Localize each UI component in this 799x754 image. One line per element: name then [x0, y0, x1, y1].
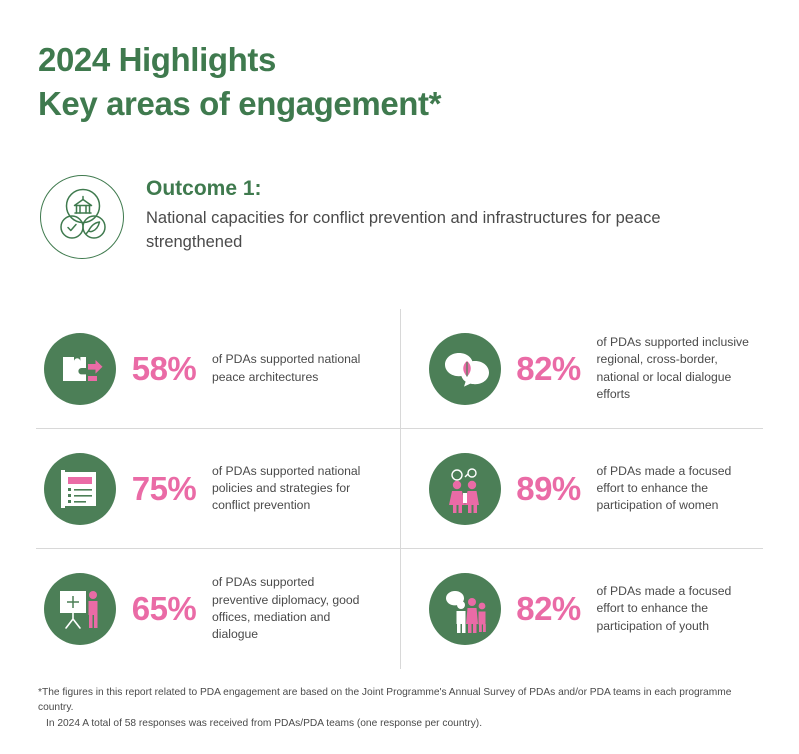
stat-percent: 89%: [516, 469, 581, 507]
stat-percent: 75%: [131, 469, 197, 507]
stat-percent: 82%: [516, 349, 581, 387]
two-women-icon: [429, 453, 501, 525]
stat-description: of PDAs made a focused effort to enhance the participation of youth: [596, 584, 732, 633]
outcome-title: Outcome 1:: [146, 177, 262, 201]
stat-description: of PDAs supported preventive diplomacy, good offices, mediation and dialogue: [212, 575, 360, 642]
page-header: [38, 38, 763, 125]
outcome-block: [40, 173, 763, 259]
page-title-line1: 2024 Highlights: [38, 41, 276, 78]
outcome-text: [146, 173, 726, 255]
policy-document-icon: [44, 453, 116, 525]
stat-item: [400, 309, 764, 429]
stat-item: [400, 429, 764, 549]
youth-group-icon: [429, 573, 501, 645]
peace-institutions-icon: [40, 175, 124, 259]
presentation-board-icon: [44, 573, 116, 645]
dialogue-bubbles-icon: [429, 333, 501, 405]
puzzle-arrow-icon: [44, 333, 116, 405]
stat-item: [36, 309, 400, 429]
outcome-description: National capacities for conflict prevention and infrastructures for peace strengthened: [146, 209, 661, 252]
page-title: [38, 38, 763, 125]
footnote-line1: *The figures in this report related to PDA engagement are based on the Joint Programme's Annual Survey of PDAs and/or PDA teams in each programme country.: [38, 686, 732, 714]
footnote-line2: In 2024 A total of 58 responses was received from PDAs/PDA teams (one response per country).: [46, 718, 483, 730]
stat-percent: 58%: [131, 349, 197, 387]
page-title-line2: Key areas of engagement*: [38, 84, 442, 122]
stat-percent: 65%: [131, 590, 197, 628]
stat-description: of PDAs supported national policies and strategies for conflict prevention: [212, 463, 361, 513]
footnote: [38, 685, 763, 732]
stats-grid: [36, 309, 763, 669]
stat-description: of PDAs supported national peace architectures: [212, 352, 361, 384]
stat-percent: 82%: [516, 590, 581, 628]
stat-description: of PDAs supported inclusive regional, cross-border, national or local dialogue efforts: [596, 334, 749, 401]
stat-item: [400, 549, 764, 669]
stat-item: [36, 549, 400, 669]
stat-item: [36, 429, 400, 549]
stat-description: of PDAs made a focused effort to enhance the participation of women: [596, 463, 732, 513]
